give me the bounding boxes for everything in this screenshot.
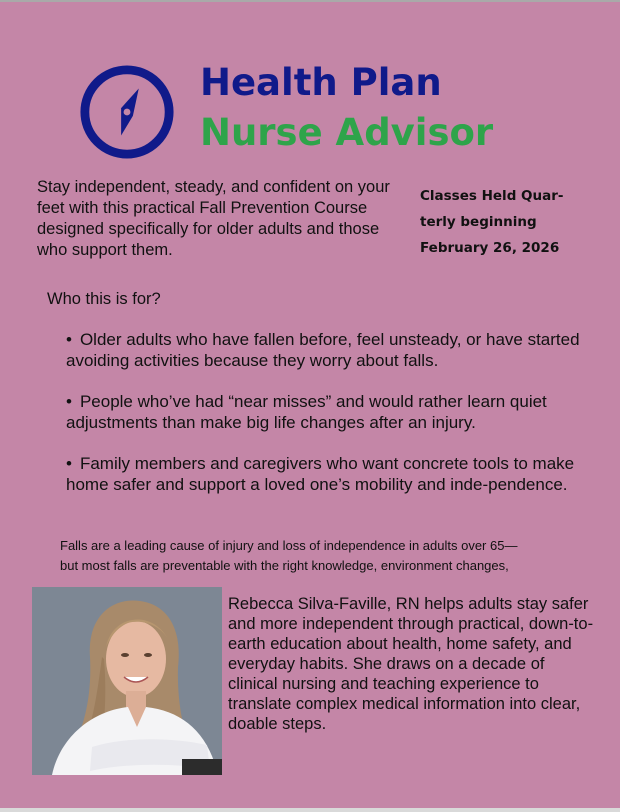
nurse-photo xyxy=(32,587,222,775)
portrait-image xyxy=(32,587,222,775)
list-item xyxy=(66,391,586,433)
list-item-text: People who’ve had “near misses” and would rather learn quiet adjustments than make big life changes after an injury. xyxy=(66,392,547,432)
intro-paragraph: Stay independent, steady, and confident on your feet with this practical Fall Prevention Course designed specifically for older adults and those who support them. xyxy=(37,178,390,259)
nurse-bio: Rebecca Silva-Faville, RN helps adults stay safer and more independent through practical, down-to-earth education about health, home safety, and everyday habits. She draws on a decade of clinical nursing and teaching experience to translate complex medical information into clear, doable steps. xyxy=(228,595,594,733)
list-item xyxy=(66,329,586,371)
statistic-line: Falls are a leading cause of injury and loss of independence in adults over 65— xyxy=(60,538,518,553)
audience-heading: Who this is for? xyxy=(47,290,161,308)
bullet-icon: • xyxy=(66,392,72,411)
statistic-line: but most falls are preventable with the right knowledge, environment changes, xyxy=(60,558,509,573)
audience-list xyxy=(66,329,586,515)
brand-title-line1: Health Plan xyxy=(200,61,442,104)
statistic-note xyxy=(60,536,580,576)
brand-title-line2: Nurse Advisor xyxy=(200,111,494,154)
bullet-icon: • xyxy=(66,454,72,473)
classes-date: February 26, 2026 xyxy=(420,240,560,256)
list-item xyxy=(66,453,586,495)
classes-line: terly beginning xyxy=(420,214,537,230)
bullet-icon: • xyxy=(66,330,72,349)
list-item-text: Older adults who have fallen before, feel unsteady, or have started avoiding activities because they worry about falls. xyxy=(66,330,580,370)
classes-line: Classes Held Quar- xyxy=(420,188,564,204)
logo xyxy=(78,57,518,167)
bottom-divider xyxy=(0,808,620,812)
compass-icon xyxy=(78,63,176,161)
list-item-text: Family members and caregivers who want concrete tools to make home safer and support a loved one’s mobility and inde-pendence. xyxy=(66,454,575,494)
classes-schedule xyxy=(420,183,595,261)
